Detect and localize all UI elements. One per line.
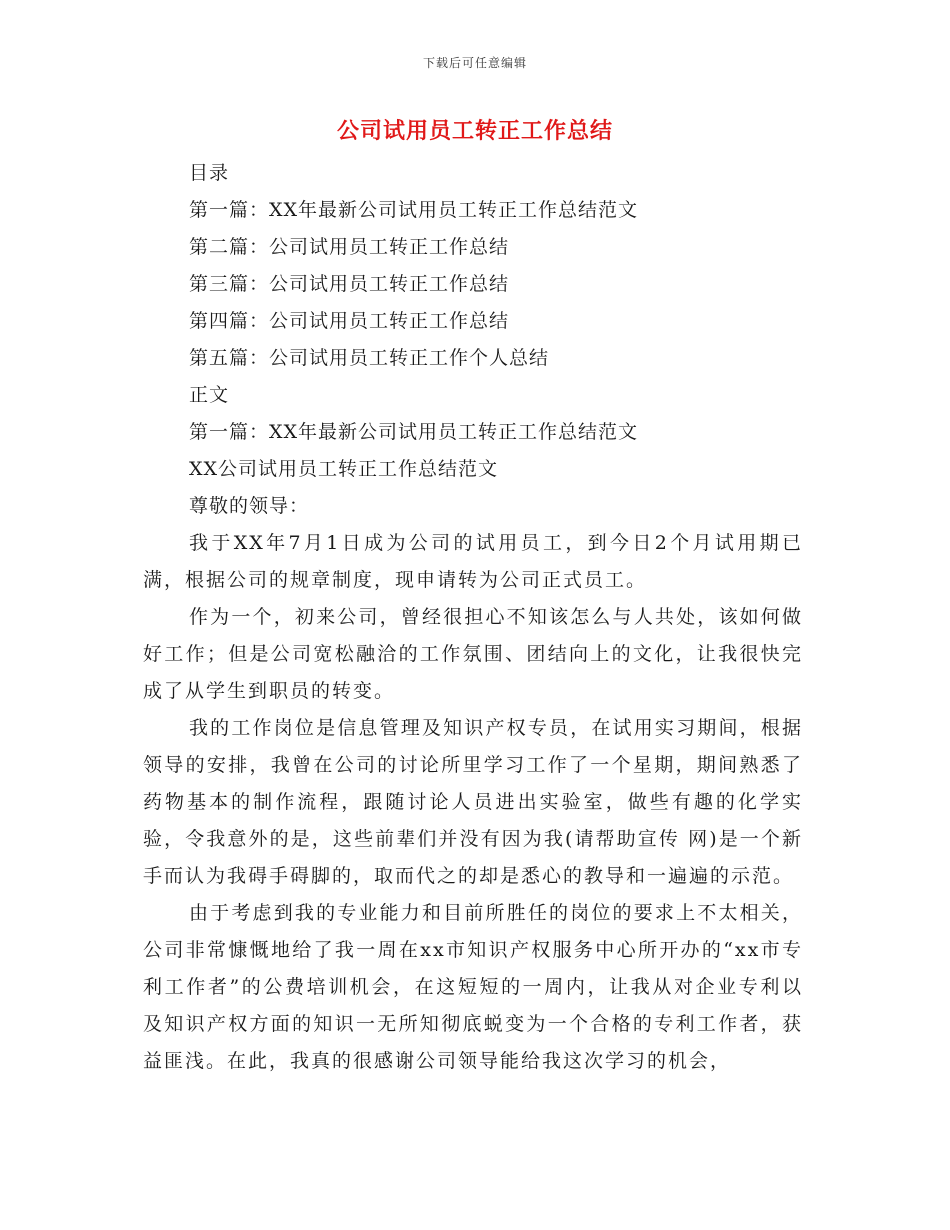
- article-title: XX公司试用员工转正工作总结范文: [189, 458, 499, 480]
- toc-item: 第一篇：XX年最新公司试用员工转正工作总结范文: [189, 199, 639, 221]
- toc-item: 第三篇：公司试用员工转正工作总结: [189, 273, 510, 295]
- toc-heading: 目录: [189, 162, 230, 184]
- paragraph: 我于XX年7月1日成为公司的试用员工，到今日2个月试用期已满，根据公司的规章制度，现申请转为公司正式员工。: [143, 532, 803, 591]
- document-body: [143, 155, 803, 1080]
- toc-item: 第二篇：公司试用员工转正工作总结: [189, 236, 510, 258]
- paragraph: 我的工作岗位是信息管理及知识产权专员，在试用实习期间，根据领导的安排，我曾在公司的讨论所里学习工作了一个星期，期间熟悉了药物基本的制作流程，跟随讨论人员进出实验室，做些有趣的化学实验，令我意外的是，这些前辈们并没有因为我(请帮助宣传 网)是一个新手而认为我碍手碍脚的，取而代之的却是悉心的教导和一遍遍的示范。: [143, 717, 803, 887]
- body-heading: 正文: [189, 384, 230, 406]
- paragraph: 由于考虑到我的专业能力和目前所胜任的岗位的要求上不太相关，公司非常慷慨地给了我一周在xx市知识产权服务中心所开办的“xx市专利工作者”的公费培训机会，在这短短的一周内，让我从对企业专利以及知识产权方面的知识一无所知彻底蜕变为一个合格的专利工作者，获益匪浅。在此，我真的很感谢公司领导能给我这次学习的机会，: [143, 902, 803, 1072]
- toc-item: 第四篇：公司试用员工转正工作总结: [189, 310, 510, 332]
- section-heading: 第一篇：XX年最新公司试用员工转正工作总结范文: [189, 421, 639, 443]
- paragraph: 作为一个，初来公司，曾经很担心不知该怎么与人共处，该如何做好工作；但是公司宽松融洽的工作氛围、团结向上的文化，让我很快完成了从学生到职员的转变。: [143, 606, 803, 702]
- document-title: 公司试用员工转正工作总结: [336, 119, 613, 144]
- salutation: 尊敬的领导：: [189, 495, 310, 517]
- header-note: 下载后可任意编辑: [422, 56, 527, 70]
- toc-item: 第五篇：公司试用员工转正工作个人总结: [189, 347, 550, 369]
